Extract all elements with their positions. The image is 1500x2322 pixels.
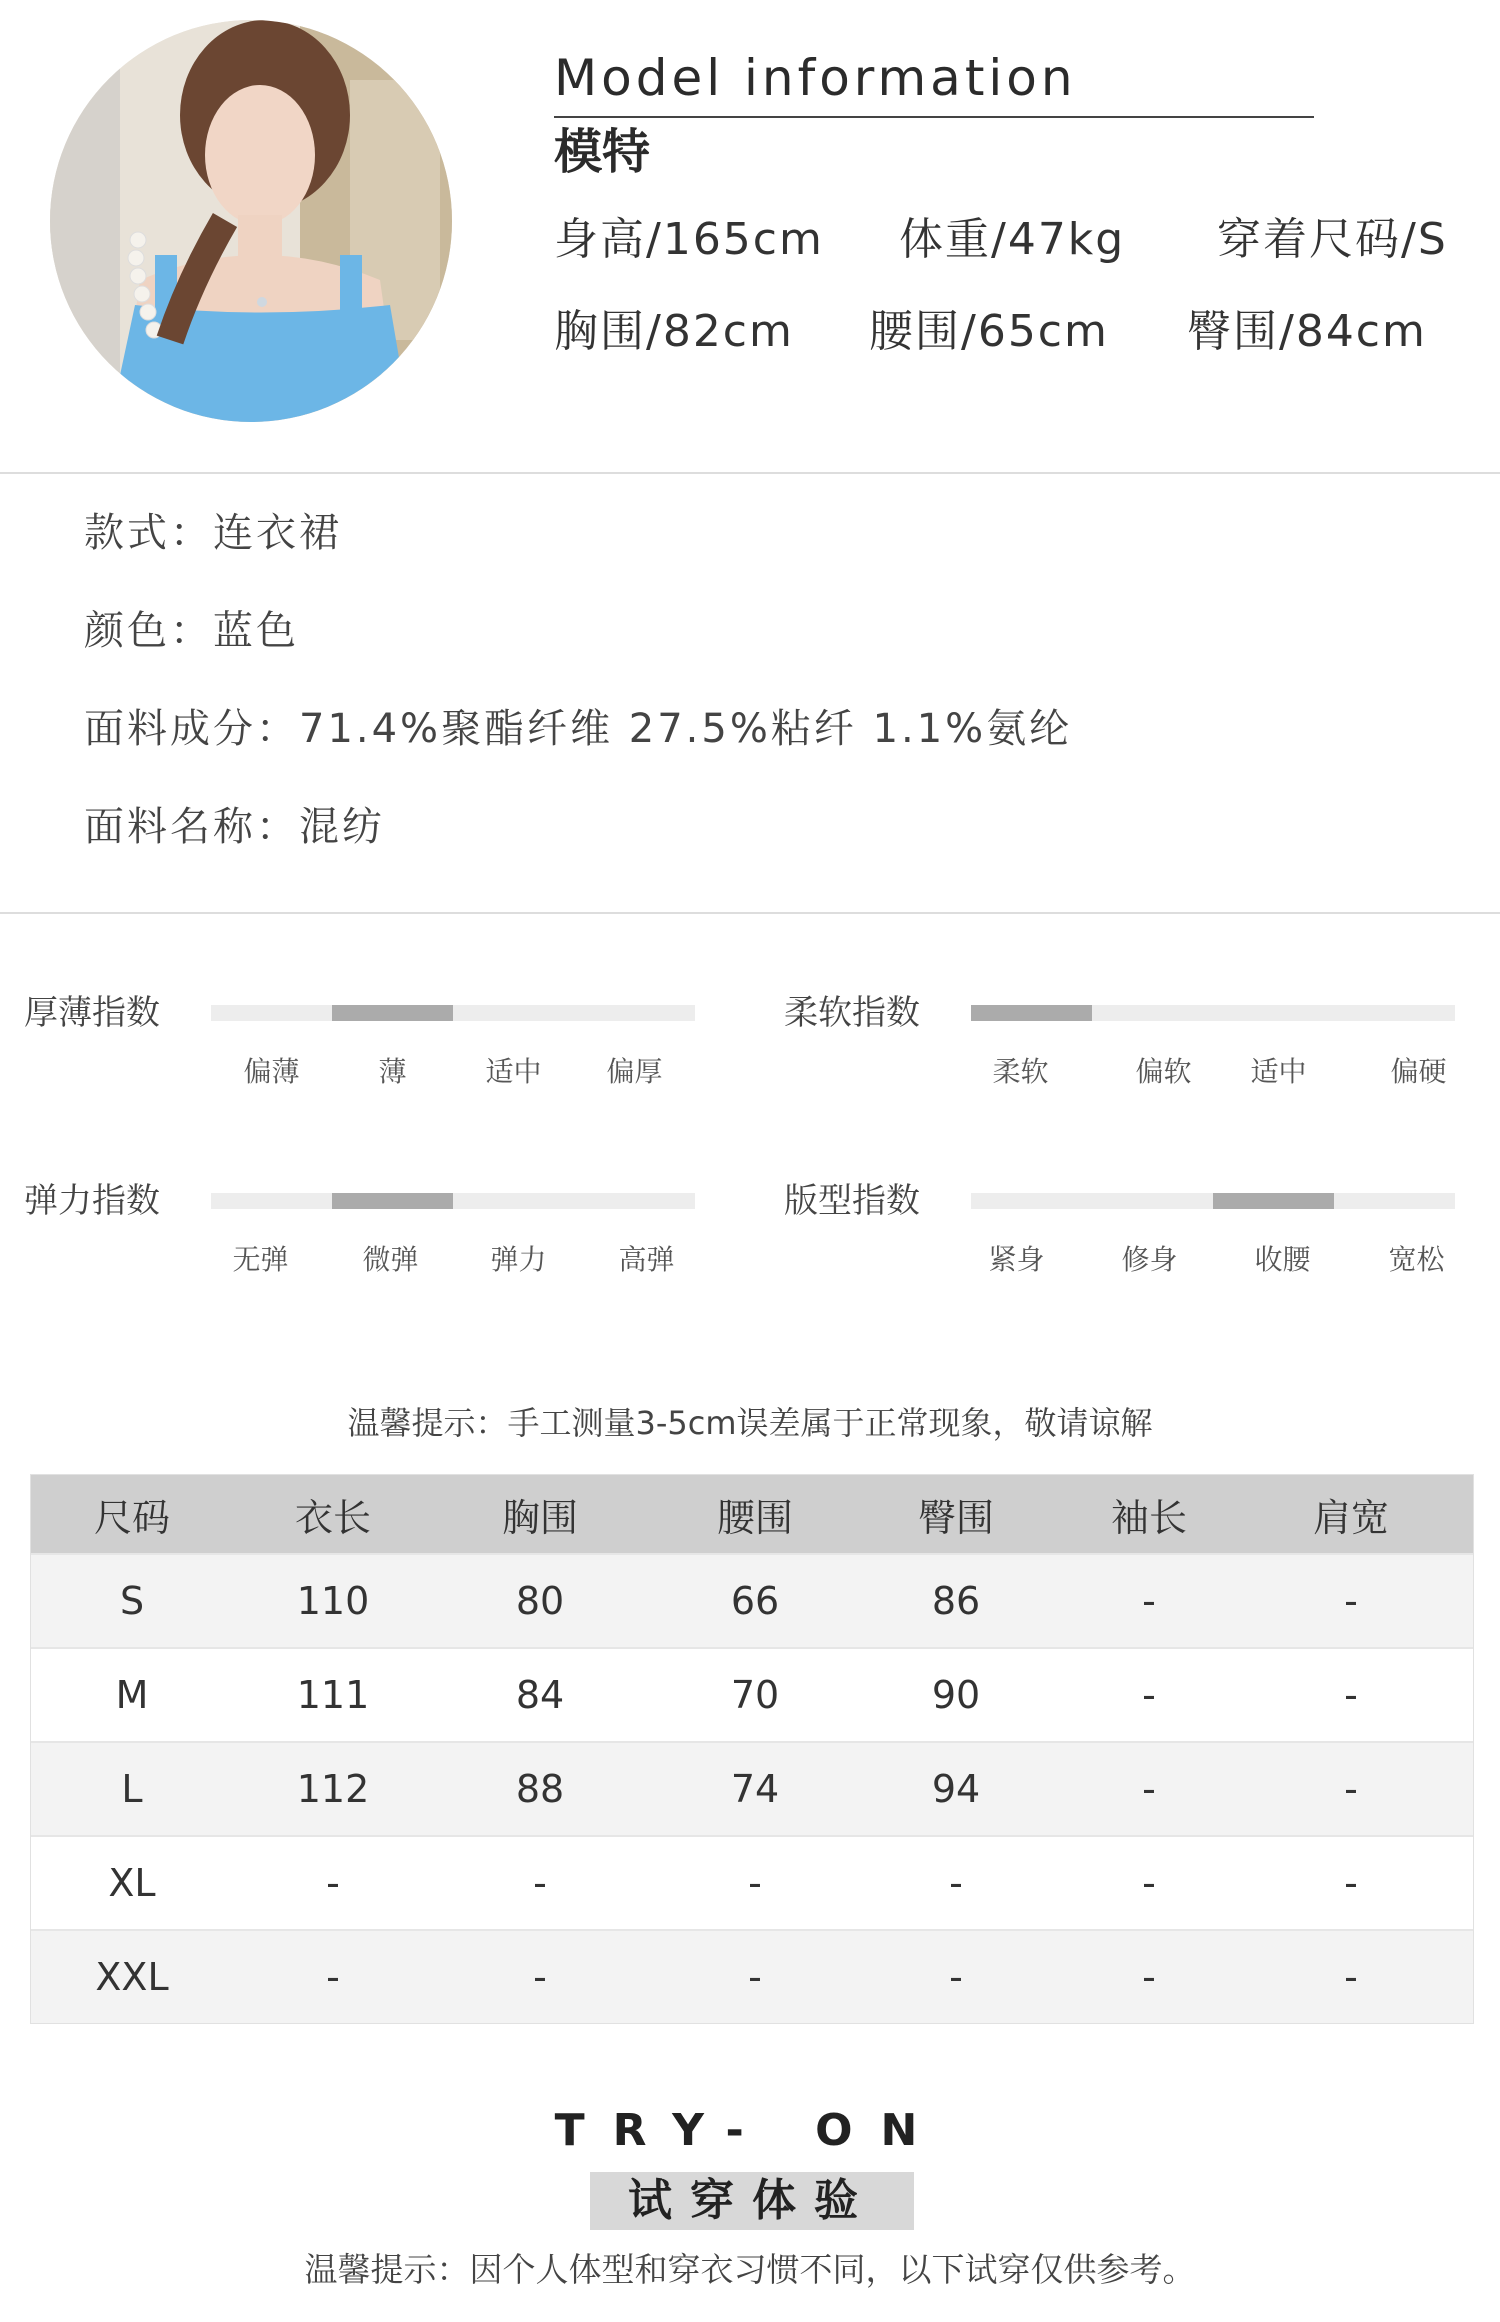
title-underline — [554, 116, 1314, 118]
index-label: 宽松 — [1388, 1243, 1445, 1276]
index-level — [332, 1193, 453, 1209]
index-track — [971, 1193, 1455, 1209]
table-cell: - — [1142, 1861, 1156, 1905]
table-cell: 88 — [515, 1767, 565, 1811]
index-label: 收腰 — [1254, 1243, 1311, 1276]
index-label: 偏薄 — [243, 1055, 300, 1088]
spec-style: 款式：连衣裙 — [84, 510, 342, 556]
table-cell: - — [533, 1955, 547, 1999]
table-cell: 86 — [931, 1579, 981, 1623]
table-cell: 90 — [931, 1673, 981, 1717]
table-cell: M — [115, 1673, 149, 1717]
divider — [0, 472, 1500, 474]
model-waist: 腰围/65cm — [869, 306, 1109, 357]
table-cell: 112 — [296, 1767, 370, 1811]
index-label: 弹力 — [490, 1243, 547, 1276]
table-cell: 80 — [515, 1579, 565, 1623]
try-on-subtitle: 试穿体验 — [590, 2172, 914, 2230]
index-level — [971, 1005, 1092, 1021]
table-cell: 110 — [296, 1579, 370, 1623]
index-title: 柔软指数 — [784, 993, 920, 1033]
spec-fabric-composition: 面料成分：71.4%聚酯纤维 27.5%粘纤 1.1%氨纶 — [84, 706, 1073, 752]
spec-color: 颜色：蓝色 — [84, 608, 299, 654]
size-table — [30, 1474, 1474, 2024]
table-cell: - — [1142, 1767, 1156, 1811]
table-cell: 94 — [931, 1767, 981, 1811]
index-label: 适中 — [485, 1055, 542, 1088]
table-cell: - — [1142, 1579, 1156, 1623]
table-cell: L — [121, 1767, 143, 1811]
model-bust: 胸围/82cm — [554, 306, 794, 357]
index-label: 紧身 — [988, 1243, 1045, 1276]
table-cell: - — [533, 1861, 547, 1905]
table-cell: - — [1344, 1579, 1358, 1623]
table-cell: S — [119, 1579, 145, 1623]
table-header-cell: 肩宽 — [1312, 1495, 1389, 1540]
index-label: 薄 — [378, 1055, 407, 1088]
table-cell: 84 — [515, 1673, 565, 1717]
model-hip: 臀围/84cm — [1187, 306, 1427, 357]
index-label: 修身 — [1121, 1243, 1178, 1276]
table-cell: - — [1344, 1673, 1358, 1717]
table-cell: 70 — [730, 1673, 780, 1717]
table-cell: - — [326, 1861, 340, 1905]
table-cell: - — [1344, 1955, 1358, 1999]
table-cell: - — [1142, 1673, 1156, 1717]
model-height: 身高/165cm — [554, 214, 824, 265]
table-cell: - — [1142, 1955, 1156, 1999]
table-cell: XXL — [95, 1955, 169, 1999]
try-on-notice: 温馨提示：因个人体型和穿衣习惯不同，以下试穿仅供参考。 — [304, 2250, 1196, 2289]
table-header-cell: 胸围 — [501, 1495, 578, 1540]
index-title: 弹力指数 — [24, 1181, 160, 1221]
table-row — [31, 1647, 1473, 1741]
index-label: 无弹 — [232, 1243, 289, 1276]
table-cell: - — [1344, 1767, 1358, 1811]
index-label: 偏厚 — [606, 1055, 663, 1088]
table-cell: - — [748, 1955, 762, 1999]
table-cell: 74 — [730, 1767, 780, 1811]
spec-fabric-name: 面料名称：混纺 — [84, 804, 385, 850]
divider — [0, 912, 1500, 914]
model-weight: 体重/47kg — [899, 214, 1126, 265]
index-level — [1213, 1193, 1334, 1209]
table-cell: 66 — [730, 1579, 780, 1623]
table-row — [31, 1929, 1473, 2023]
index-label: 柔软 — [992, 1055, 1049, 1088]
table-row — [31, 1835, 1473, 1929]
table-header-cell: 腰围 — [716, 1495, 793, 1540]
index-label: 偏软 — [1135, 1055, 1192, 1088]
model-size-worn: 穿着尺码/S — [1217, 214, 1448, 265]
index-level — [332, 1005, 453, 1021]
index-track — [211, 1005, 695, 1021]
index-track — [971, 1005, 1455, 1021]
index-title: 厚薄指数 — [24, 993, 160, 1033]
index-label: 微弹 — [362, 1243, 419, 1276]
index-title: 版型指数 — [784, 1181, 920, 1221]
model-label: 模特 — [554, 124, 651, 180]
table-cell: XL — [108, 1861, 156, 1905]
table-row — [31, 1741, 1473, 1835]
table-row — [31, 1553, 1473, 1647]
index-label: 高弹 — [618, 1243, 675, 1276]
measurement-notice: 温馨提示：手工测量3-5cm误差属于正常现象，敬请谅解 — [347, 1404, 1153, 1442]
table-cell: - — [326, 1955, 340, 1999]
try-on-title: TRY- ON — [554, 2105, 946, 2156]
table-cell: - — [748, 1861, 762, 1905]
model-photo — [50, 20, 452, 422]
table-header-row — [31, 1475, 1473, 1553]
table-header-cell: 衣长 — [294, 1495, 371, 1540]
model-info-title: Model information — [554, 49, 1077, 107]
table-cell: - — [949, 1955, 963, 1999]
table-header-cell: 尺码 — [93, 1495, 170, 1540]
index-label: 适中 — [1250, 1055, 1307, 1088]
index-label: 偏硬 — [1390, 1055, 1447, 1088]
index-track — [211, 1193, 695, 1209]
table-header-cell: 袖长 — [1110, 1495, 1187, 1540]
table-header-cell: 臀围 — [917, 1495, 994, 1540]
table-cell: - — [949, 1861, 963, 1905]
table-cell: 111 — [296, 1673, 370, 1717]
table-cell: - — [1344, 1861, 1358, 1905]
